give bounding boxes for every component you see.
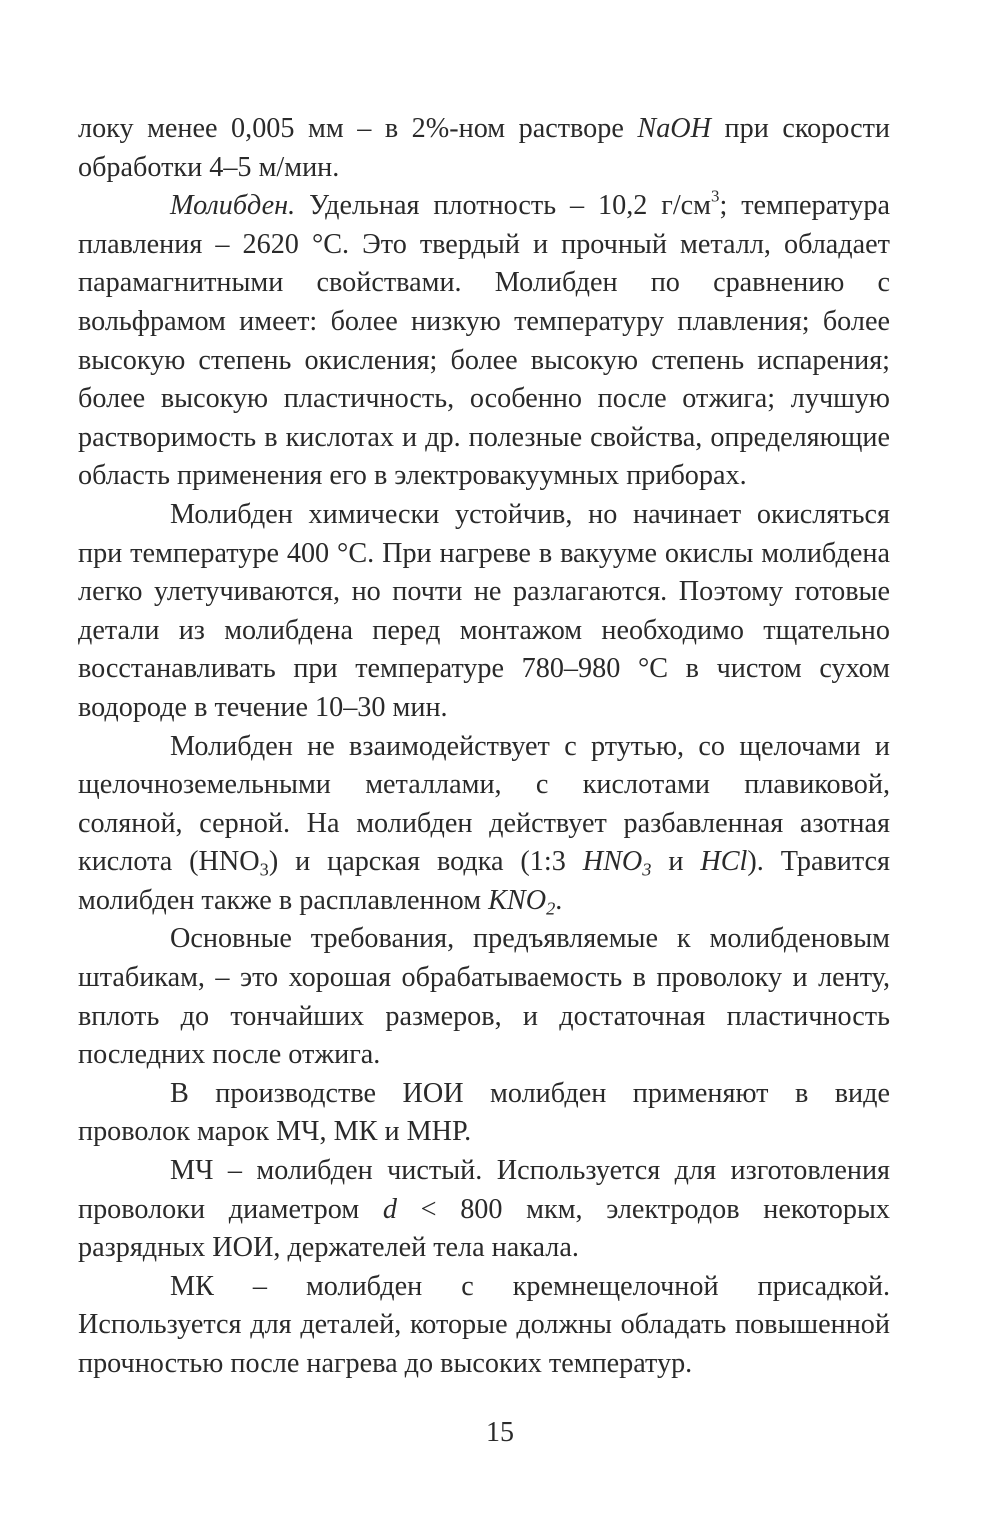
paragraph-wire-grades: В производстве ИОИ молибден применяют в виде проволок марок МЧ, МК и МНР. [78,1077,890,1148]
page-body [78,110,890,1384]
paragraph-continuation: локу менее 0,005 мм – в 2%-ном растворе NaOH при скорости обработки 4–5 м/мин. [78,113,890,183]
paragraph-grade-mch: МЧ – молибден чистый. Используется для изготовления проволоки диаметром d < 800 мкм, электродов некоторых разрядных ИОИ, держателей тела накала. [78,1155,890,1264]
paragraph-reactivity: Молибден не взаимодействует с ртутью, со щелочами и щелочноземельными металлами, с кислотами плавиковой, соляной, серной. На молибден действует разбавленная азотная кислота $(HNO_3)$ и царская водка (1:3 $HNO_3$ и HCl). Травится молибден также в расплавленном $KNO_2$. [78,730,890,919]
paragraph-chemical-stability: Молибден химически устойчив, но начинает окисляться при температуре 400 °С. При нагреве в вакууме окислы молибдена легко улетучиваются, но почти не разлагаются. Поэтому готовые детали из молибдена перед монтажом необходимо тщательно восстанавливать при температуре 780–980 °С в чистом сухом водороде в течение 10–30 мин. [78,498,890,723]
page-number: 15 [486,1417,514,1448]
paragraph-grade-mk: МК – молибден с кремнещелочной присадкой. Используется для деталей, которые должны обладать повышенной прочностью после нагрева до высоких температур. [78,1270,890,1379]
paragraph-requirements: Основные требования, предъявляемые к молибденовым штабикам, – это хорошая обрабатываемость в проволоку и ленту, вплоть до тончайших размеров, и достаточная пластичность последних после отжига. [78,923,890,1071]
paragraph-molybdenum-intro: Молибден. Удельная плотность – 10,2 $г/см^3$; температура плавления – 2620 °С. Это твердый и прочный металл, обладает парамагнитными свойствами. Молибден по сравнению с вольфрамом имеет: более низкую температуру плавления; более высокую степень окисления; более высокую степень испарения; более высокую пластичность, особенно после отжига; лучшую растворимость в кислотах и др. полезные свойства, определяющие область применения его в электровакуумных приборах. [78,186,890,492]
